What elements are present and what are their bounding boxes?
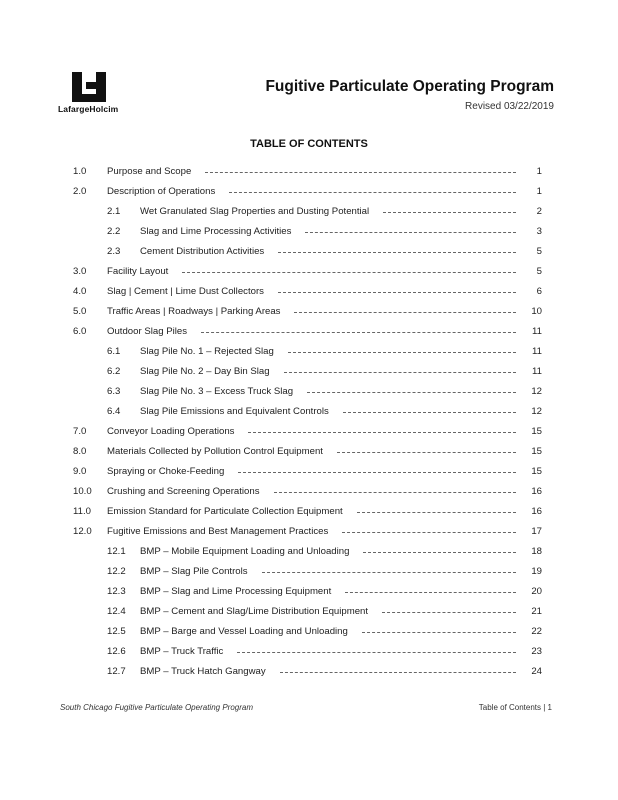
toc-entry[interactable] (0, 605, 618, 619)
toc-leader-dots (205, 172, 516, 173)
toc-entry-page: 5 (536, 246, 542, 257)
toc-entry-page: 18 (531, 546, 542, 557)
toc-leader-dots (280, 672, 516, 673)
toc-entry-number: 7.0 (73, 426, 87, 437)
toc-entry-title: Emission Standard for Particulate Collection Equipment (107, 506, 343, 517)
toc-entry-page: 15 (531, 466, 542, 477)
toc-entry-page: 11 (532, 366, 542, 377)
toc-entry-number: 3.0 (73, 266, 87, 277)
toc-entry-number: 2.0 (73, 186, 87, 197)
toc-entry-title: Slag Pile No. 3 – Excess Truck Slag (140, 386, 294, 397)
toc-entry[interactable] (0, 465, 618, 479)
toc-entry[interactable] (0, 305, 618, 319)
toc-entry[interactable] (0, 245, 618, 259)
toc-entry[interactable] (0, 345, 618, 359)
logo-text: LafargeHolcim (58, 104, 119, 114)
toc-leader-dots (343, 412, 516, 413)
toc-entry-number: 9.0 (73, 466, 87, 477)
toc-leader-dots (337, 452, 516, 453)
toc-entry[interactable] (0, 165, 618, 179)
toc-entry[interactable] (0, 365, 618, 379)
toc-heading: TABLE OF CONTENTS (250, 138, 368, 150)
toc-entry-page: 21 (531, 606, 542, 617)
toc-entry-page: 19 (531, 566, 542, 577)
toc-entry-page: 1 (536, 166, 542, 177)
toc-entry-page: 17 (531, 526, 542, 537)
toc-leader-dots (229, 192, 516, 193)
toc-entry-page: 11 (532, 326, 542, 337)
toc-entry[interactable] (0, 545, 618, 559)
toc-entry-number: 5.0 (73, 306, 87, 317)
toc-entry-title: Slag | Cement | Lime Dust Collectors (107, 286, 264, 297)
toc-entry-number: 12.6 (107, 646, 126, 657)
company-logo (58, 72, 138, 114)
toc-leader-dots (363, 552, 516, 553)
toc-entry-title: BMP – Slag Pile Controls (140, 566, 248, 577)
toc-leader-dots (238, 472, 516, 473)
lafargeholcim-logo-icon (72, 72, 112, 102)
toc-entry[interactable] (0, 385, 618, 399)
toc-leader-dots (357, 512, 516, 513)
toc-leader-dots (262, 572, 516, 573)
toc-entry-title: Materials Collected by Pollution Control Equipment (107, 446, 323, 457)
toc-leader-dots (274, 492, 516, 493)
toc-entry-title: Facility Layout (107, 266, 169, 277)
toc-entry[interactable] (0, 325, 618, 339)
toc-entry-title: Conveyor Loading Operations (107, 426, 235, 437)
footer-program-name: South Chicago Fugitive Particulate Operating Program (60, 703, 253, 712)
toc-entry[interactable] (0, 185, 618, 199)
toc-entry[interactable] (0, 505, 618, 519)
toc-entry-page: 12 (531, 406, 542, 417)
toc-entry-number: 6.2 (107, 366, 121, 377)
toc-entry-page: 12 (531, 386, 542, 397)
toc-entry[interactable] (0, 565, 618, 579)
toc-leader-dots (342, 532, 516, 533)
toc-entry-number: 1.0 (73, 166, 87, 177)
toc-entry-number: 6.0 (73, 326, 87, 337)
toc-entry-number: 2.2 (107, 226, 121, 237)
toc-leader-dots (284, 372, 516, 373)
toc-entry-page: 16 (531, 486, 542, 497)
toc-entry[interactable] (0, 665, 618, 679)
toc-entry-page: 20 (531, 586, 542, 597)
toc-leader-dots (182, 272, 516, 273)
toc-entry-page: 6 (536, 286, 542, 297)
toc-leader-dots (237, 652, 516, 653)
toc-leader-dots (305, 232, 516, 233)
toc-entry-number: 6.4 (107, 406, 121, 417)
toc-leader-dots (294, 312, 516, 313)
toc-entry-title: Traffic Areas | Roadways | Parking Areas (107, 306, 281, 317)
toc-entry-number: 12.4 (107, 606, 126, 617)
toc-entry-title: BMP – Barge and Vessel Loading and Unloading (140, 626, 348, 637)
toc-entry-page: 11 (532, 346, 542, 357)
toc-entry-page: 16 (531, 506, 542, 517)
toc-leader-dots (201, 332, 516, 333)
toc-entry[interactable] (0, 645, 618, 659)
toc-entry-title: BMP – Truck Traffic (140, 646, 224, 657)
toc-entry[interactable] (0, 445, 618, 459)
toc-entry-title: BMP – Cement and Slag/Lime Distribution Equipment (140, 606, 369, 617)
toc-entry-title: Description of Operations (107, 186, 216, 197)
toc-entry-page: 15 (531, 446, 542, 457)
toc-leader-dots (383, 212, 516, 213)
toc-entry-number: 2.1 (107, 206, 121, 217)
toc-entry[interactable] (0, 225, 618, 239)
toc-leader-dots (362, 632, 516, 633)
toc-entry-number: 12.2 (107, 566, 126, 577)
toc-entry-title: Cement Distribution Activities (140, 246, 265, 257)
toc-entry-title: BMP – Slag and Lime Processing Equipment (140, 586, 332, 597)
toc-entry-number: 11.0 (73, 506, 91, 517)
footer-page-label: Table of Contents | 1 (478, 703, 552, 712)
toc-entry[interactable] (0, 265, 618, 279)
toc-leader-dots (288, 352, 516, 353)
toc-leader-dots (345, 592, 516, 593)
toc-entry-page: 15 (531, 426, 542, 437)
toc-entry-number: 12.0 (73, 526, 92, 537)
toc-leader-dots (278, 292, 516, 293)
toc-entry-number: 12.1 (107, 546, 126, 557)
toc-entry-page: 3 (536, 226, 542, 237)
toc-entry-number: 12.5 (107, 626, 126, 637)
toc-entry-page: 1 (536, 186, 542, 197)
toc-entry-title: Spraying or Choke-Feeding (107, 466, 225, 477)
toc-entry-page: 22 (531, 626, 542, 637)
toc-entry[interactable] (0, 625, 618, 639)
toc-entry-title: Purpose and Scope (107, 166, 192, 177)
toc-entry-title: Slag Pile No. 2 – Day Bin Slag (140, 366, 270, 377)
toc-entry-number: 2.3 (107, 246, 121, 257)
toc-entry-number: 6.3 (107, 386, 121, 397)
toc-entry-title: Crushing and Screening Operations (107, 486, 260, 497)
toc-entry-number: 12.7 (107, 666, 126, 677)
toc-entry-number: 8.0 (73, 446, 87, 457)
toc-entry-page: 10 (531, 306, 542, 317)
toc-entry-page: 23 (531, 646, 542, 657)
toc-entry-title: Fugitive Emissions and Best Management Practices (107, 526, 329, 537)
toc-entry-title: BMP – Truck Hatch Gangway (140, 666, 266, 677)
toc-entry-title: Outdoor Slag Piles (107, 326, 187, 337)
toc-entry-number: 6.1 (107, 346, 121, 357)
toc-entry-number: 4.0 (73, 286, 87, 297)
toc-leader-dots (278, 252, 516, 253)
toc-entry[interactable] (0, 485, 618, 499)
toc-entry[interactable] (0, 525, 618, 539)
toc-entry-title: Slag and Lime Processing Activities (140, 226, 292, 237)
toc-entry-title: Slag Pile No. 1 – Rejected Slag (140, 346, 274, 357)
toc-entry[interactable] (0, 405, 618, 419)
toc-entry-number: 10.0 (73, 486, 92, 497)
document-title: Fugitive Particulate Operating Program (265, 78, 554, 95)
revision-date: Revised 03/22/2019 (465, 101, 554, 112)
toc-leader-dots (307, 392, 516, 393)
toc-entry[interactable] (0, 285, 618, 299)
toc-entry-page: 24 (531, 666, 542, 677)
toc-entry-title: Wet Granulated Slag Properties and Dusting Potential (140, 206, 370, 217)
toc-entry[interactable] (0, 205, 618, 219)
toc-entry-title: BMP – Mobile Equipment Loading and Unloading (140, 546, 350, 557)
toc-leader-dots (382, 612, 516, 613)
toc-entry-page: 2 (536, 206, 542, 217)
toc-entry[interactable] (0, 425, 618, 439)
toc-entry-title: Slag Pile Emissions and Equivalent Controls (140, 406, 329, 417)
toc-entry[interactable] (0, 585, 618, 599)
toc-entry-page: 5 (536, 266, 542, 277)
toc-leader-dots (248, 432, 516, 433)
toc-entry-number: 12.3 (107, 586, 126, 597)
